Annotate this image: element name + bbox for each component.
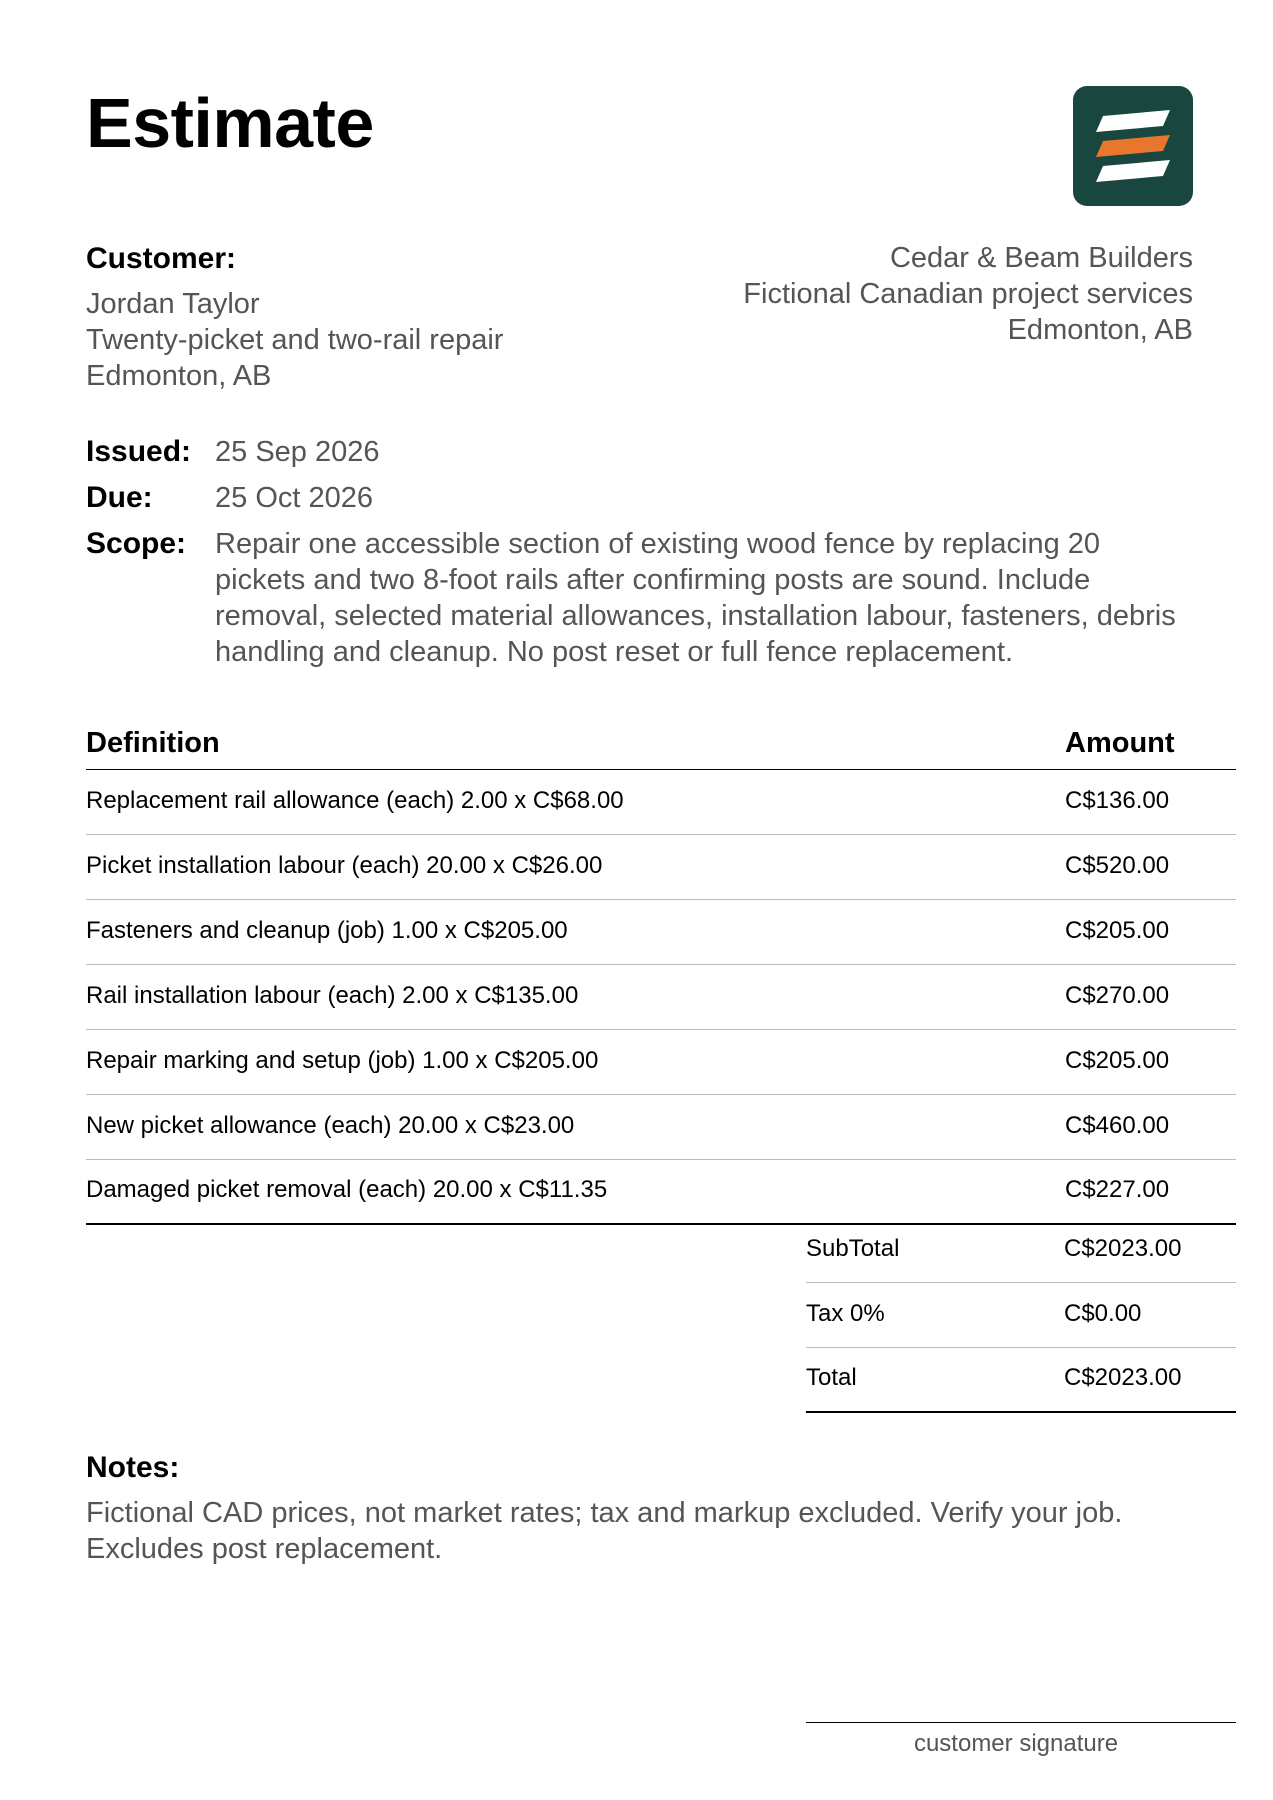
item-definition: Replacement rail allowance (each) 2.00 x C$68.00 (86, 786, 624, 814)
due-row (86, 480, 1196, 516)
item-definition: New picket allowance (each) 20.00 x C$23.00 (86, 1111, 575, 1139)
company-logo (1073, 86, 1193, 206)
issued-date: 25 Sep 2026 (215, 436, 380, 468)
subtotal-row (806, 1218, 1236, 1283)
item-amount: C$227.00 (1065, 1176, 1170, 1203)
table-row (86, 1160, 1236, 1225)
item-definition: Rail installation labour (each) 2.00 x C$135.00 (86, 981, 579, 1009)
item-amount: C$520.00 (1065, 851, 1170, 879)
stacked-planks-logo-icon (1073, 86, 1193, 206)
definition-header: Definition (86, 727, 220, 759)
customer-project: Twenty-picket and two-rail repair (86, 324, 504, 356)
customer-name: Jordan Taylor (86, 288, 260, 320)
due-label: Due: (86, 481, 153, 514)
table-row (86, 1095, 1236, 1160)
table-row (86, 900, 1236, 965)
company-details (743, 240, 1193, 348)
item-amount: C$205.00 (1065, 916, 1170, 944)
tax-value: C$0.00 (1064, 1299, 1142, 1327)
notes-heading: Notes: (86, 1451, 180, 1484)
page-title: Estimate (86, 84, 374, 162)
signature-label: customer signature (913, 1730, 1119, 1757)
company-name: Cedar & Beam Builders (889, 242, 1193, 274)
total-label: Total (806, 1364, 857, 1391)
totals-table (806, 1218, 1236, 1413)
issued-label: Issued: (86, 435, 192, 468)
item-amount: C$460.00 (1065, 1111, 1170, 1139)
subtotal-value: C$2023.00 (1064, 1234, 1182, 1262)
signature-line (806, 1722, 1236, 1723)
table-row (86, 835, 1236, 900)
item-amount: C$205.00 (1065, 1046, 1170, 1074)
item-definition: Damaged picket removal (each) 20.00 x C$11.35 (86, 1176, 608, 1203)
customer-location: Edmonton, AB (86, 360, 272, 392)
total-row (806, 1348, 1236, 1413)
subtotal-label: SubTotal (806, 1234, 900, 1262)
item-definition: Fasteners and cleanup (job) 1.00 x C$205.00 (86, 916, 568, 944)
item-amount: C$270.00 (1065, 981, 1170, 1009)
scope-row (86, 526, 1196, 670)
total-value: C$2023.00 (1064, 1364, 1182, 1391)
table-row (86, 1030, 1236, 1095)
due-date: 25 Oct 2026 (215, 482, 373, 514)
tax-row (806, 1283, 1236, 1348)
item-definition: Picket installation labour (each) 20.00 x C$26.00 (86, 851, 603, 879)
table-row (86, 770, 1236, 835)
company-location: Edmonton, AB (1007, 314, 1193, 346)
line-items-table (86, 718, 1236, 1225)
issued-row (86, 434, 1196, 470)
notes-text: Fictional CAD prices, not market rates; tax and markup excluded. Verify your job. Excludes post replacement. (86, 1497, 1123, 1565)
scope-text: Repair one accessible section of existing wood fence by replacing 20 pickets and two 8-foot rails after confirming posts are sound. Include removal, selected material allowances, installation labour, fasteners, debris handling and cleanup. No post reset or full fence replacement. (215, 528, 1176, 668)
amount-header: Amount (1065, 727, 1175, 759)
table-row (86, 965, 1236, 1030)
customer-heading: Customer: (86, 242, 237, 275)
estimate-meta (86, 434, 1196, 680)
table-header (86, 718, 1236, 770)
company-tagline: Fictional Canadian project services (743, 278, 1193, 310)
scope-label: Scope: (86, 527, 187, 560)
customer-details (86, 286, 503, 394)
tax-label: Tax 0% (806, 1299, 885, 1327)
item-definition: Repair marking and setup (job) 1.00 x C$205.00 (86, 1046, 599, 1074)
item-amount: C$136.00 (1065, 786, 1170, 814)
